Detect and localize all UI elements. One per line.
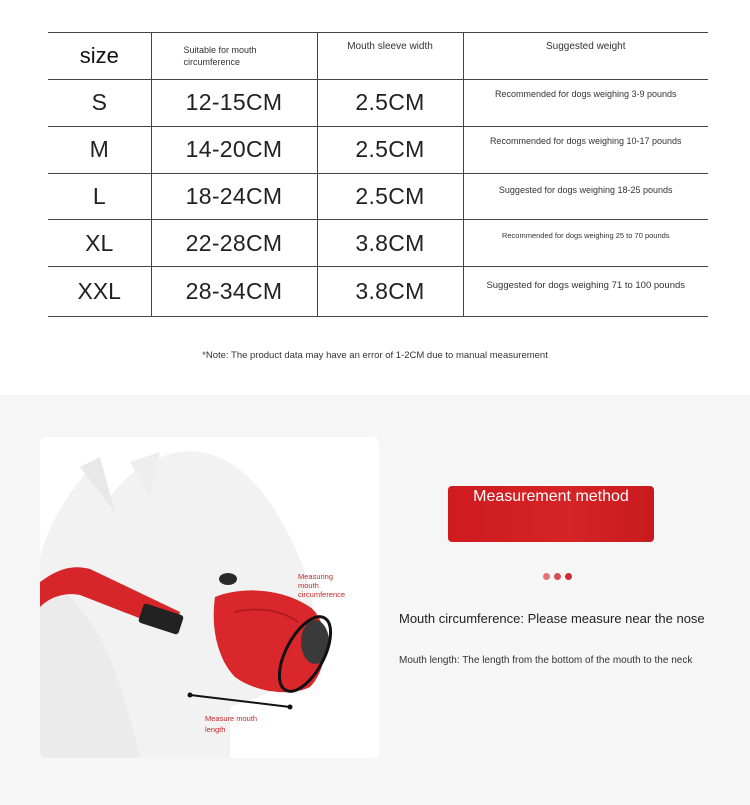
- label-circ-line2: mouth: [298, 581, 319, 590]
- dog-muzzle-photo: [40, 437, 379, 758]
- table-row: [48, 267, 708, 317]
- cell-size: XL: [48, 220, 151, 267]
- label-measuring-circumference: [298, 572, 345, 599]
- dot-icon: [565, 573, 572, 580]
- cell-circumference: 12-15CM: [151, 80, 317, 127]
- length-end-dot: [288, 705, 293, 710]
- measurement-method-title: Measurement method: [473, 488, 629, 505]
- cell-weight: Suggested for dogs weighing 18-25 pounds: [463, 173, 708, 220]
- size-chart-section: [0, 0, 750, 395]
- mouth-circumference-instruction: Mouth circumference: Please measure near the nose: [399, 611, 705, 626]
- header-mouth-circumference: [151, 33, 317, 80]
- header-sleeve-width: Mouth sleeve width: [317, 33, 463, 80]
- dot-icon: [543, 573, 550, 580]
- cell-size: S: [48, 80, 151, 127]
- cell-width: 3.8CM: [317, 267, 463, 317]
- header-mouth-circumference-line2: circumference: [183, 57, 241, 67]
- cell-weight: Recommended for dogs weighing 25 to 70 pounds: [463, 220, 708, 267]
- label-circ-line1: Measuring: [298, 572, 334, 581]
- cell-weight: Suggested for dogs weighing 71 to 100 pounds: [463, 267, 708, 317]
- label-length-line1: Measure mouth: [205, 714, 258, 723]
- cell-circumference: 22-28CM: [151, 220, 317, 267]
- cell-size: XXL: [48, 267, 151, 317]
- header-mouth-circumference-line1: Suitable for mouth: [183, 45, 257, 55]
- cell-circumference: 28-34CM: [151, 267, 317, 317]
- cell-width: 2.5CM: [317, 173, 463, 220]
- cell-size: L: [48, 173, 151, 220]
- mouth-length-instruction: Mouth length: The length from the bottom of the mouth to the neck: [399, 655, 693, 666]
- size-table: [48, 32, 708, 317]
- length-start-dot: [188, 693, 193, 698]
- table-header-row: [48, 33, 708, 80]
- cell-size: M: [48, 126, 151, 173]
- cell-circumference: 14-20CM: [151, 126, 317, 173]
- dot-icon: [554, 573, 561, 580]
- cell-circumference: 18-24CM: [151, 173, 317, 220]
- table-row: [48, 80, 708, 127]
- header-suggested-weight: Suggested weight: [463, 33, 708, 80]
- label-circ-line3: circumference: [298, 590, 346, 599]
- table-row: [48, 220, 708, 267]
- header-size: size: [48, 33, 151, 80]
- cell-width: 2.5CM: [317, 80, 463, 127]
- measurement-note: *Note: The product data may have an error of 1-2CM due to manual measurement: [202, 350, 548, 361]
- table-row: [48, 126, 708, 173]
- decorative-dots: [543, 567, 576, 585]
- cell-width: 2.5CM: [317, 126, 463, 173]
- dog-eye: [219, 573, 237, 585]
- table-row: [48, 173, 708, 220]
- label-measure-length: [205, 713, 257, 735]
- measurement-method-badge: [448, 486, 654, 542]
- cell-weight: Recommended for dogs weighing 10-17 pounds: [463, 126, 708, 173]
- cell-width: 3.8CM: [317, 220, 463, 267]
- cell-weight: Recommended for dogs weighing 3-9 pounds: [463, 80, 708, 127]
- label-length-line2: length: [205, 725, 226, 734]
